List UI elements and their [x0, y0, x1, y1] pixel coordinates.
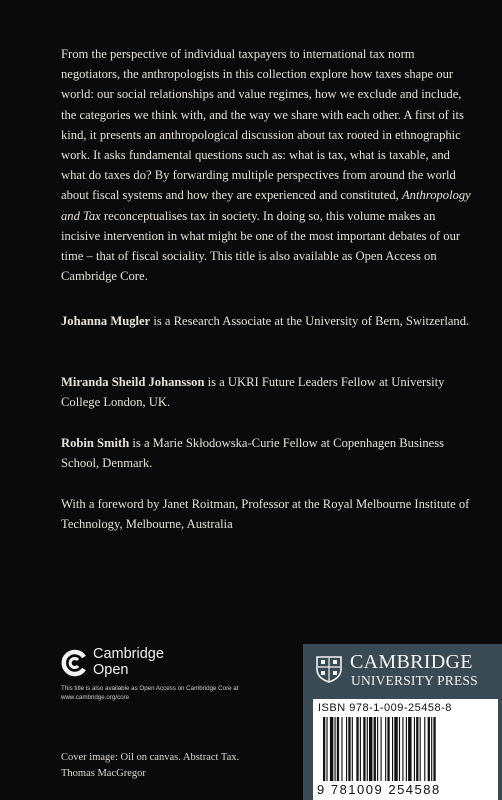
isbn-digits: 9 781009 254588 [317, 782, 441, 797]
barcode-bar [323, 717, 325, 781]
isbn-barcode [313, 699, 498, 800]
barcode-icon [319, 717, 491, 781]
publisher-subtitle: UNIVERSITY PRESS [351, 673, 478, 688]
back-cover-blurb [61, 44, 473, 286]
barcode-bar [420, 717, 421, 781]
barcode-bar [414, 717, 415, 781]
barcode-bar [385, 717, 386, 781]
barcode-bar [431, 717, 432, 781]
barcode-bar [367, 717, 368, 781]
barcode-bar [374, 717, 376, 781]
cambridge-open-wordmark [93, 646, 164, 678]
blurb-text-1: From the perspective of individual taxpayers to international tax norm negotiators, the anthropologists in this collection explore how taxes shape our world: our social relationships and value regimes, how we exclude and include, the categories we think with, and the way we share with each other. A first of its kind, it presents an anthropological discussion about tax rooted in ethnographic work. It asks fundamental questions such as: what is tax, what is taxable, and what do taxes do? By forwarding multiple perspectives from around the world about fiscal systems and how they are experienced and constituted, [61, 47, 464, 203]
barcode-bar [377, 717, 378, 781]
barcode-bar [326, 717, 327, 781]
barcode-bar [360, 717, 361, 781]
cambridge-open-logo-icon [60, 648, 88, 678]
author-name: Johanna Mugler [61, 314, 151, 328]
bio-robin-smith [61, 433, 481, 473]
barcode-bar [348, 717, 350, 781]
barcode-bar [341, 717, 342, 781]
cover-credit [61, 750, 281, 781]
open-access-note: This title is also available as Open Access on Cambridge Core at www.cambridge.org/core [61, 685, 239, 701]
author-name: Robin Smith [61, 436, 130, 450]
barcode-bar [433, 717, 435, 781]
author-bio: is a Research Associate at the University of Bern, Switzerland. [150, 314, 470, 328]
cover-credit-line1: Cover image: Oil on canvas. Abstract Tax. [61, 752, 240, 763]
cambridge-open-line1: Cambridge [93, 646, 164, 662]
blurb-paragraph [61, 44, 473, 286]
isbn-label: ISBN 978-1-009-25458-8 [318, 702, 452, 714]
author-bio: is a Marie Skłodowska-Curie Fellow at Copenhagen Business School, Denmark. [61, 436, 445, 471]
cover-credit-line2: Thomas MacGregor [61, 767, 146, 779]
barcode-bar [381, 717, 382, 781]
barcode-bar [346, 717, 347, 781]
publisher-panel [303, 644, 502, 800]
barcode-bar [369, 717, 372, 781]
cambridge-open-line2: Open [93, 662, 129, 678]
barcode-bar [424, 717, 425, 781]
barcode-bar [330, 717, 333, 781]
barcode-bar [402, 717, 403, 781]
author-name: Miranda Sheild Johansson [61, 375, 205, 389]
barcode-bar [356, 717, 358, 781]
foreword-note: With a foreword by Janet Roitman, Professor at the Royal Melbourne Institute of Technology, Melbourne, Australia [61, 497, 470, 532]
barcode-bar [363, 717, 365, 781]
barcode-bar [428, 717, 430, 781]
book-title-italic: Anthropology and Tax [61, 188, 471, 223]
barcode-bar [406, 717, 407, 781]
bio-miranda-sheild-johansson [61, 372, 481, 412]
barcode-bar [399, 717, 400, 781]
barcode-bar [394, 717, 397, 781]
barcode-bar [387, 717, 389, 781]
author-bio: is a UKRI Future Leaders Fellow at University College London, UK. [61, 375, 445, 410]
barcode-bar [337, 717, 339, 781]
barcode-bar [392, 717, 393, 781]
barcode-bar [335, 717, 336, 781]
publisher-name: CAMBRIDGE [350, 651, 473, 673]
blurb-text-2: reconceptualises tax in society. In doing so, this volume makes an incisive intervention in what might be one of the most important debates of our time – that of fiscal sociality. This title is also available as Open Access on Cambridge Core. [61, 208, 461, 284]
barcode-bar [408, 717, 411, 781]
barcode-bar [352, 717, 353, 781]
barcode-bar [416, 717, 418, 781]
university-crest-icon [315, 655, 343, 683]
bio-johanna-mugler [61, 311, 481, 331]
